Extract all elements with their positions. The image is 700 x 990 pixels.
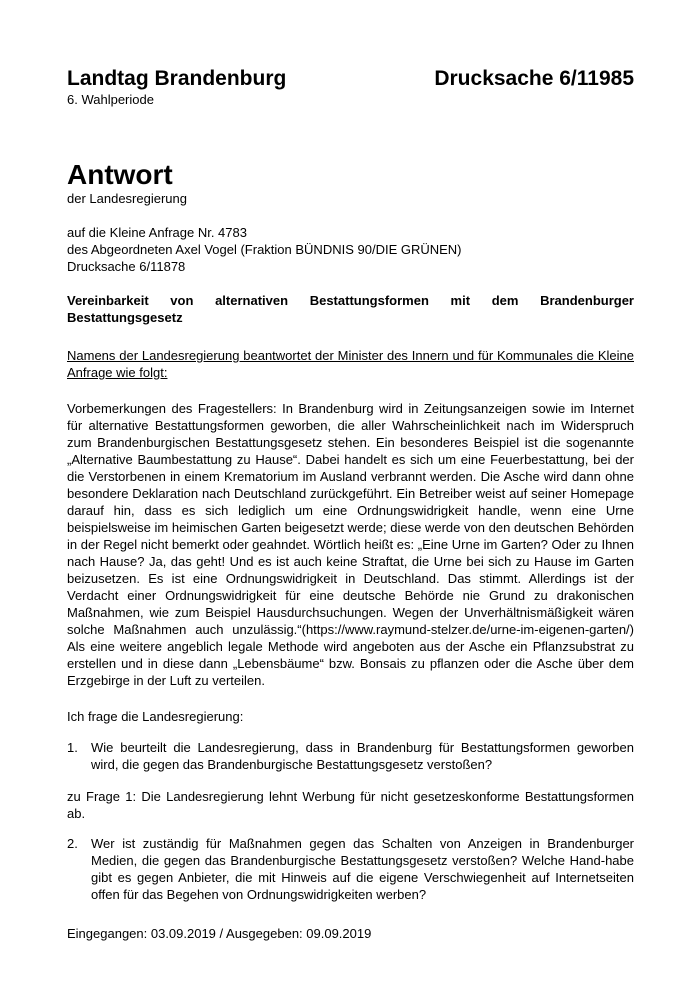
question-item	[67, 835, 634, 903]
legislative-period: 6. Wahlperiode	[67, 92, 154, 107]
question-lead: Ich frage die Landesregierung:	[67, 709, 244, 724]
question-number: 1.	[67, 740, 78, 755]
institution-name: Landtag Brandenburg	[67, 67, 287, 90]
inquiry-number: auf die Kleine Anfrage Nr. 4783	[67, 225, 247, 240]
question-text: Wer ist zuständig für Maßnahmen gegen das Schalten von Anzeigen in Brandenburger Medien, die gegen das Brandenburgische Bestattungsgesetz verstoßen? Welche Hand-habe gibt es gegen Anbieter, die mit Hinweis auf die eigene Verschwiegenheit auf Internetseiten offen für das Begehen von Ordnungswidrigkeiten werben?	[91, 836, 634, 902]
question-number: 2.	[67, 836, 78, 851]
document-title: Antwort	[67, 159, 173, 190]
answer-text: zu Frage 1: Die Landesregierung lehnt Werbung für nicht gesetzeskonforme Bestattungsformen ab.	[67, 789, 634, 821]
document-header	[67, 64, 634, 94]
subject-heading: Vereinbarkeit von alternativen Bestattungsformen mit dem Brandenburger Bestattungsgesetz	[67, 293, 634, 325]
question-text: Wie beurteilt die Landesregierung, dass in Brandenburg für Bestattungsformen geworben wird, die gegen das Brandenburgische Bestattungsgesetz verstoßen?	[91, 740, 634, 772]
inquiry-reference: Drucksache 6/11878	[67, 259, 186, 274]
document-number: Drucksache 6/11985	[434, 67, 634, 90]
inquiry-meta	[67, 224, 462, 275]
question-item	[67, 739, 634, 773]
answer-intro: Namens der Landesregierung beantwortet der Minister des Innern und für Kommunales die Kleine Anfrage wie folgt:	[67, 348, 634, 380]
inquiry-author: des Abgeordneten Axel Vogel (Fraktion BÜNDNIS 90/DIE GRÜNEN)	[67, 242, 462, 257]
preliminary-remarks: Vorbemerkungen des Fragestellers: In Brandenburg wird in Zeitungsanzeigen sowie im Internet für alternative Bestattungsformen geworben, die aller Wahrscheinlichkeit nach im Widerspruch zum Brandenburgischen Bestattungsgesetz stehen. Ein besonderes Beispiel ist die sogenannte „Alternative Baumbestattung zu Hause“. Dabei handelt es sich um eine Feuerbestattung, bei der die Verstorbenen in einem Krematorium im Ausland verbrannt werden. Die Asche wird dann ohne besondere Deklaration nach Deutschland zurückgeführt. Ein Betreiber weist auf seiner Homepage darauf hin, dass es sich lediglich um eine Ordnungswidrigkeit handle, wenn eine Urne beispielsweise im heimischen Garten beigesetzt werde; diese werde von den deutschen Behörden in der Regel nicht bemerkt oder geahndet. Wörtlich heißt es: „Eine Urne im Garten? Oder zu Ihnen nach Hause? Ja, das geht! Und es ist auch keine Straftat, die Urne bei sich zu Hause im Garten beizusetzen. Es ist eine Ordnungswidrigkeit in Deutschland. Das stimmt. Allerdings ist der Verdacht einer Ordnungswidrigkeit für eine deutsche Behörde nie Grund zu drakonischen Maßnahmen, wie zum Beispiel Hausdurchsuchungen. Wegen der Unverhältnismäßigkeit wären solche Maßnahmen auch unzulässig.“(https://www.raymund-stelzer.de/urne-im-eigenen-garten/) Als eine weitere angeblich legale Methode wird angeboten aus der Asche ein Pflanzsubstrat zu erstellen und in diese dann „Lebensbäume“ bzw. Bonsais zu pflanzen oder die Asche über dem Erzgebirge in der Luft zu verteilen.	[67, 401, 634, 688]
document-subtitle: der Landesregierung	[67, 191, 187, 206]
dates-footer: Eingegangen: 03.09.2019 / Ausgegeben: 09.09.2019	[67, 926, 372, 941]
